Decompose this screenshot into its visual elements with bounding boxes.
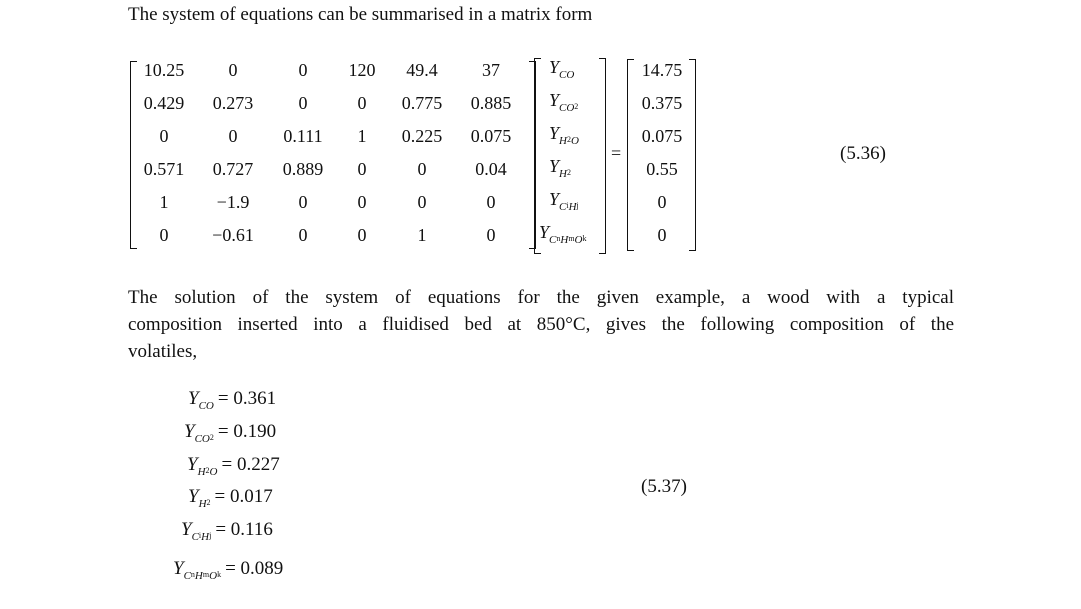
result-line bbox=[181, 519, 273, 541]
matrix-cell: 0.429 bbox=[143, 93, 185, 113]
matrix-cell: 1 bbox=[417, 225, 427, 245]
matrix-cell: 0 bbox=[486, 192, 496, 212]
variable-subscript: H bbox=[194, 570, 203, 582]
variable-subscript: CO bbox=[559, 69, 575, 81]
variable-subscript: 2 bbox=[574, 102, 579, 111]
equation-number-5-36: (5.36) bbox=[840, 143, 886, 164]
solution-paragraph bbox=[128, 284, 954, 365]
vector-variable bbox=[549, 123, 579, 147]
result-line bbox=[188, 486, 273, 508]
variable-subscript: i bbox=[566, 201, 569, 210]
rhs-left-bracket bbox=[627, 59, 634, 251]
variable-subscript: CO bbox=[559, 102, 575, 114]
variable-subscript: j bbox=[209, 531, 212, 540]
matrix-cell: 0 bbox=[357, 225, 367, 245]
vector-variable bbox=[549, 57, 575, 81]
result-value: = 0.116 bbox=[215, 519, 273, 540]
matrix-cell: 0.225 bbox=[401, 126, 443, 146]
matrix-cell: 0.111 bbox=[283, 126, 323, 146]
matrix-cell: 0 bbox=[228, 126, 238, 146]
variable-subscript: 2 bbox=[209, 433, 214, 442]
paragraph-line: The solution of the system of equations for the given example, a wood with a typical bbox=[128, 287, 954, 308]
matrix-cell: 49.4 bbox=[406, 60, 438, 80]
variable-subscript: CO bbox=[198, 400, 214, 412]
matrix-cell: 0 bbox=[159, 225, 169, 245]
variable-base: Y bbox=[188, 486, 199, 507]
matrix-cell: 0.727 bbox=[212, 159, 254, 179]
vector-variable bbox=[539, 222, 587, 246]
result-line bbox=[188, 388, 276, 410]
variable-base: Y bbox=[539, 222, 550, 242]
result-line bbox=[187, 454, 280, 476]
matrix-cell: 0.775 bbox=[401, 93, 443, 113]
variable-subscript: H bbox=[201, 531, 210, 543]
matrix-left-bracket bbox=[130, 61, 137, 249]
matrix-cell: 0 bbox=[357, 159, 367, 179]
vector-right-bracket bbox=[599, 58, 606, 254]
matrix-cell: −0.61 bbox=[212, 225, 254, 245]
variable-subscript: O bbox=[570, 135, 579, 147]
variable-subscript: 2 bbox=[206, 498, 211, 507]
variable-subscript: C bbox=[549, 234, 557, 246]
matrix-cell: 0 bbox=[159, 126, 169, 146]
result-value: = 0.017 bbox=[214, 486, 273, 507]
matrix-cell: 0 bbox=[486, 225, 496, 245]
variable-base: Y bbox=[184, 421, 195, 442]
matrix-cell: −1.9 bbox=[216, 192, 250, 212]
variable-subscript: C bbox=[183, 570, 191, 582]
matrix-cell: 0 bbox=[298, 93, 308, 113]
matrix-cell: 0.075 bbox=[470, 126, 512, 146]
intro-text: The system of equations can be summarised in a matrix form bbox=[128, 4, 593, 25]
rhs-cell: 14.75 bbox=[641, 60, 683, 80]
paragraph-line: composition inserted into a fluidised bed at 850°C, gives the following composition of the bbox=[128, 314, 954, 335]
variable-base: Y bbox=[187, 454, 198, 475]
rhs-cell: 0.375 bbox=[641, 93, 683, 113]
variable-subscript: m bbox=[202, 570, 210, 579]
variable-base: Y bbox=[181, 519, 192, 540]
matrix-cell: 1 bbox=[357, 126, 367, 146]
variable-subscript: n bbox=[556, 234, 561, 243]
variable-subscript: k bbox=[217, 570, 222, 579]
vector-variable bbox=[549, 90, 579, 114]
variable-subscript: 2 bbox=[205, 466, 210, 475]
matrix-cell: 0 bbox=[298, 192, 308, 212]
matrix-cell: 0.885 bbox=[470, 93, 512, 113]
variable-base: Y bbox=[188, 388, 199, 409]
variable-subscript: O bbox=[574, 234, 583, 246]
vector-variable bbox=[549, 189, 579, 213]
result-line bbox=[184, 421, 276, 443]
matrix-cell: 0 bbox=[357, 192, 367, 212]
result-value: = 0.227 bbox=[221, 454, 280, 475]
rhs-cell: 0.075 bbox=[641, 126, 683, 146]
matrix-cell: 0.04 bbox=[475, 159, 507, 179]
variable-subscript: i bbox=[198, 531, 202, 540]
rhs-cell: 0 bbox=[657, 192, 667, 212]
variable-base: Y bbox=[549, 123, 560, 143]
matrix-cell: 1 bbox=[159, 192, 169, 212]
rhs-right-bracket bbox=[689, 59, 696, 251]
matrix-cell: 37 bbox=[482, 60, 500, 80]
result-value: = 0.089 bbox=[225, 558, 284, 579]
variable-base: Y bbox=[173, 558, 184, 579]
result-value: = 0.190 bbox=[217, 421, 277, 442]
variable-base: Y bbox=[549, 189, 560, 209]
matrix-cell: 120 bbox=[348, 60, 376, 80]
result-value: = 0.361 bbox=[217, 388, 277, 409]
variable-subscript: O bbox=[209, 466, 218, 478]
variable-subscript: H bbox=[568, 201, 577, 213]
matrix-cell: 0 bbox=[357, 93, 367, 113]
result-line bbox=[173, 558, 283, 580]
rhs-cell: 0 bbox=[657, 225, 667, 245]
rhs-cell: 0.55 bbox=[646, 159, 678, 179]
variable-subscript: H bbox=[198, 498, 207, 510]
matrix-cell: 0.571 bbox=[143, 159, 185, 179]
matrix-cell: 0.273 bbox=[212, 93, 254, 113]
variable-subscript: j bbox=[576, 201, 579, 210]
vector-variable bbox=[549, 156, 571, 180]
variable-subscript: m bbox=[568, 234, 575, 243]
matrix-cell: 0 bbox=[298, 60, 308, 80]
variable-subscript: k bbox=[582, 234, 587, 243]
variable-base: Y bbox=[549, 156, 560, 176]
variable-subscript: H bbox=[559, 168, 567, 180]
variable-subscript: H bbox=[560, 234, 569, 246]
matrix-cell: 0 bbox=[298, 225, 308, 245]
matrix-cell: 0.889 bbox=[282, 159, 324, 179]
variable-base: Y bbox=[549, 57, 560, 77]
matrix-cell: 10.25 bbox=[143, 60, 185, 80]
matrix-cell: 0 bbox=[228, 60, 238, 80]
variable-subscript: n bbox=[190, 570, 195, 579]
paragraph-line: volatiles, bbox=[128, 341, 198, 362]
variable-subscript: 2 bbox=[566, 135, 571, 144]
matrix-cell: 0 bbox=[417, 159, 427, 179]
variable-subscript: 2 bbox=[566, 168, 571, 177]
equation-number-5-37: (5.37) bbox=[641, 476, 687, 497]
variable-subscript: H bbox=[559, 135, 567, 147]
equals-sign: = bbox=[611, 143, 622, 163]
variable-base: Y bbox=[549, 90, 560, 110]
variable-subscript: CO bbox=[194, 433, 210, 445]
matrix-cell: 0 bbox=[417, 192, 427, 212]
variable-subscript: H bbox=[197, 466, 206, 478]
variable-subscript: C bbox=[559, 201, 567, 213]
variable-subscript: C bbox=[191, 531, 199, 543]
variable-subscript: O bbox=[209, 570, 218, 582]
